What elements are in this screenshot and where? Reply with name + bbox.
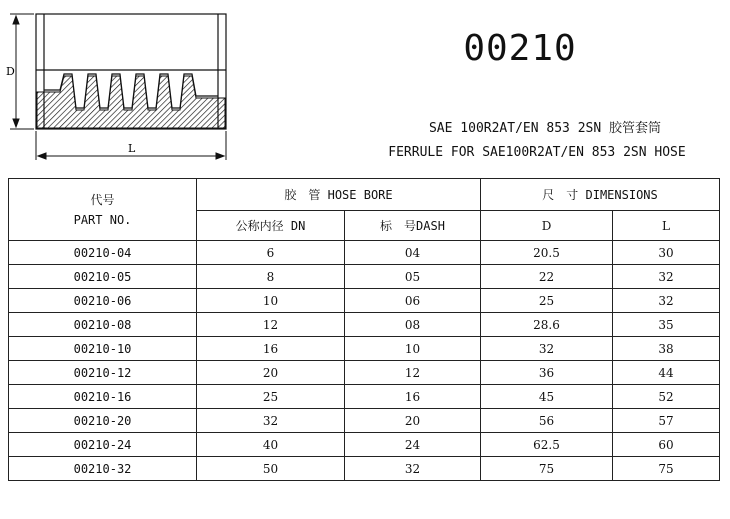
header-dash: 标 号DASH [345, 211, 481, 241]
part-code-title: 00210 [463, 28, 577, 69]
table-row [9, 409, 720, 433]
table-row [9, 241, 720, 265]
cell-dash: 16 [345, 385, 481, 409]
dimension-d-label: D [6, 65, 15, 78]
table-row [9, 457, 720, 481]
table-row [9, 265, 720, 289]
cell-dash: 10 [345, 337, 481, 361]
table-row [9, 313, 720, 337]
ferrule-technical-drawing [0, 0, 240, 170]
table-row [9, 361, 720, 385]
cell-dn: 8 [197, 265, 345, 289]
cell-dn: 50 [197, 457, 345, 481]
cell-dn: 25 [197, 385, 345, 409]
ferrule-section-hatch [37, 76, 225, 128]
cell-dash: 12 [345, 361, 481, 385]
cell-dn: 16 [197, 337, 345, 361]
header-part-en: PART NO. [73, 212, 132, 227]
table-row [9, 289, 720, 313]
cell-part: 00210-12 [9, 361, 197, 385]
cell-part: 00210-16 [9, 385, 197, 409]
header-d: D [481, 211, 613, 241]
cell-dn: 20 [197, 361, 345, 385]
cell-l: 57 [613, 409, 720, 433]
cell-l: 32 [613, 289, 720, 313]
cell-l: 60 [613, 433, 720, 457]
cell-dn: 6 [197, 241, 345, 265]
subtitle-english: FERRULE FOR SAE100R2AT/EN 853 2SN HOSE [388, 145, 686, 160]
cell-l: 52 [613, 385, 720, 409]
cell-dash: 32 [345, 457, 481, 481]
cell-dash: 06 [345, 289, 481, 313]
cell-d: 75 [481, 457, 613, 481]
cell-l: 38 [613, 337, 720, 361]
cell-d: 20.5 [481, 241, 613, 265]
cell-d: 62.5 [481, 433, 613, 457]
cell-dash: 04 [345, 241, 481, 265]
cell-dash: 24 [345, 433, 481, 457]
header-l: L [613, 211, 720, 241]
cell-d: 56 [481, 409, 613, 433]
cell-part: 00210-10 [9, 337, 197, 361]
ferrule-spec-table [8, 178, 720, 481]
cell-part: 00210-05 [9, 265, 197, 289]
cell-d: 45 [481, 385, 613, 409]
dimension-l-label: L [128, 142, 136, 155]
cell-dn: 12 [197, 313, 345, 337]
header-part-no [9, 179, 197, 241]
table-row [9, 337, 720, 361]
cell-part: 00210-32 [9, 457, 197, 481]
header-part-cn: 代号 [90, 192, 115, 207]
cell-dn: 10 [197, 289, 345, 313]
cell-part: 00210-04 [9, 241, 197, 265]
cell-d: 22 [481, 265, 613, 289]
cell-part: 00210-20 [9, 409, 197, 433]
cell-part: 00210-24 [9, 433, 197, 457]
cell-l: 35 [613, 313, 720, 337]
header-dimensions: 尺 寸 DIMENSIONS [481, 179, 720, 211]
table-row [9, 433, 720, 457]
cell-d: 32 [481, 337, 613, 361]
header-hose-bore: 胶 管 HOSE BORE [197, 179, 481, 211]
cell-l: 44 [613, 361, 720, 385]
cell-dash: 20 [345, 409, 481, 433]
cell-l: 32 [613, 265, 720, 289]
table-row [9, 385, 720, 409]
cell-l: 30 [613, 241, 720, 265]
cell-dn: 32 [197, 409, 345, 433]
cell-dn: 40 [197, 433, 345, 457]
header-dn: 公称内径 DN [197, 211, 345, 241]
cell-d: 36 [481, 361, 613, 385]
cell-d: 28.6 [481, 313, 613, 337]
cell-dash: 05 [345, 265, 481, 289]
cell-dash: 08 [345, 313, 481, 337]
cell-d: 25 [481, 289, 613, 313]
cell-part: 00210-06 [9, 289, 197, 313]
subtitle-chinese: SAE 100R2AT/EN 853 2SN 胶管套筒 [428, 121, 661, 136]
cell-part: 00210-08 [9, 313, 197, 337]
cell-l: 75 [613, 457, 720, 481]
